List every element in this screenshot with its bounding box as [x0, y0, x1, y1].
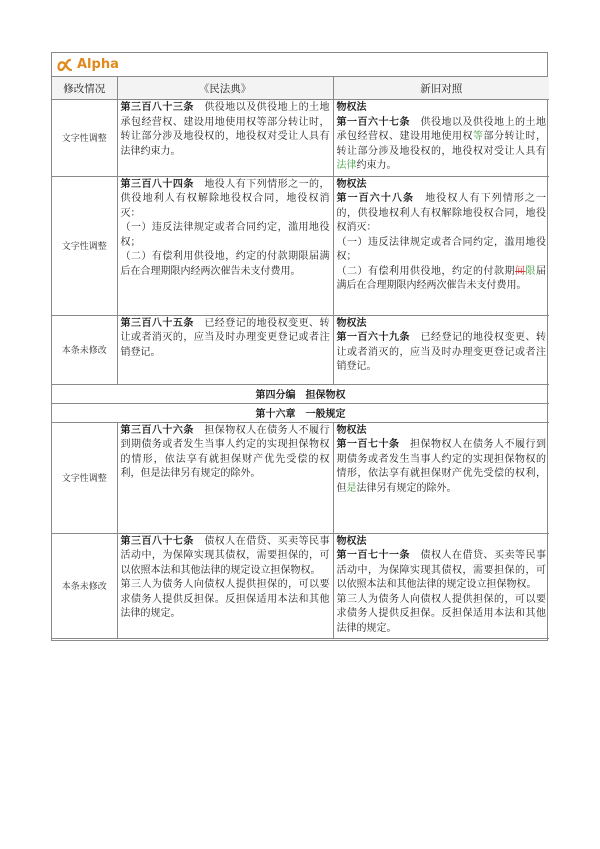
old-item: （一）违反法律规定或者合同约定，滥用地役权； — [336, 236, 546, 262]
brand-bar — [52, 53, 547, 77]
section-title: 第四分编 担保物权 — [52, 384, 549, 403]
article-number: 第三百八十三条 — [120, 102, 194, 113]
added-text: 是 — [346, 482, 357, 494]
code-cell — [117, 176, 333, 315]
old-text: 已经登记的地役权变更、转让或者消灭的，应当及时办理变更登记或者注销登记。 — [336, 332, 546, 372]
old-text: 地役权人有下列情形之一的，供役地权利人有权解除地役权合同，地役权消灭： — [336, 193, 547, 233]
added-text: 限 — [525, 265, 536, 277]
old-text: 约束力。 — [356, 160, 397, 171]
article-number: 第三百八十七条 — [120, 535, 194, 547]
comparison-table — [52, 77, 549, 639]
table-row — [52, 422, 549, 533]
comparison-document — [51, 52, 548, 641]
row-status: 文字性调整 — [52, 176, 117, 315]
added-text: 法律 — [336, 160, 357, 171]
old-text: 届满后在合理期限内经两次催告未支付费用。 — [336, 265, 546, 291]
header-status: 修改情况 — [52, 77, 117, 100]
chapter-row — [52, 403, 549, 422]
source-law: 物权法 — [336, 102, 367, 113]
source-law: 物权法 — [336, 424, 367, 436]
old-article-number: 第一百七十条 — [336, 439, 400, 450]
chapter-title: 第十六章 一般规定 — [52, 403, 549, 422]
code-cell — [117, 422, 333, 533]
header-code: 《民法典》 — [117, 77, 333, 100]
added-text: 等 — [473, 131, 484, 142]
old-article-number: 第一百六十七条 — [336, 116, 410, 128]
row-status: 文字性调整 — [52, 422, 117, 533]
article-number: 第三百八十六条 — [120, 424, 194, 436]
source-law: 物权法 — [336, 178, 367, 190]
source-law: 物权法 — [336, 317, 367, 329]
brand-name: Alpha — [77, 57, 119, 72]
compare-cell — [333, 533, 549, 639]
compare-cell — [333, 315, 549, 384]
compare-cell — [333, 422, 549, 533]
article-text: 已经登记的地役权变更、转让或者消灭的，应当及时办理变更登记或者注销登记。 — [120, 317, 330, 358]
old-paragraph: 第三人为债务人向债权人提供担保的，可以要求债务人提供反担保。反担保适用本法和其他法律的规定。 — [336, 593, 546, 634]
old-text: 供役地以及供役地上的土地承包经营权、建设用地使用权 — [336, 116, 546, 142]
table-row — [52, 533, 549, 639]
row-status: 文字性调整 — [52, 100, 117, 177]
old-text: 法律另有规定的除外。 — [356, 482, 457, 494]
article-paragraph: 第三人为债务人向债权人提供担保的，可以要求债务人提供反担保。反担保适用本法和其他法律的规定。 — [120, 579, 330, 619]
article-number: 第三百八十五条 — [120, 317, 194, 329]
alpha-logo-icon — [57, 58, 73, 72]
article-item: （二）有偿利用供役地，约定的付款期限届满后在合理期限内经两次催告未支付费用。 — [120, 251, 330, 277]
old-text: 部分转让时，转让部分涉及地役权的，地役权对受让人具有 — [336, 131, 546, 157]
code-cell — [117, 100, 333, 177]
article-text: 供役地以及供役地上的土地承包经营权、建设用地使用权等部分转让时，转让部分涉及地役权的，地役权对受让人具有法律约束力。 — [120, 102, 330, 157]
article-number: 第三百八十四条 — [120, 178, 194, 190]
table-header — [52, 77, 549, 100]
deleted-text: 间 — [515, 265, 526, 277]
code-cell — [117, 315, 333, 384]
article-item: （一）违反法律规定或者合同约定，滥用地役权； — [120, 222, 330, 248]
source-law: 物权法 — [336, 535, 367, 547]
row-status: 本条未修改 — [52, 533, 117, 639]
table-row — [52, 176, 549, 315]
article-text: 担保物权人在债务人不履行到期债务或者发生当事人约定的实现担保物权的情形，依法享有就担保财产优先受偿的权利，但是法律另有规定的除外。 — [120, 424, 330, 479]
brand-logo — [57, 57, 119, 72]
old-article-number: 第一百六十九条 — [336, 332, 410, 343]
article-text: 地役人有下列情形之一的，供役地利人有权解除地役权合同，地役权消灭： — [120, 178, 330, 219]
old-article-number: 第一百六十八条 — [336, 193, 415, 204]
code-cell — [117, 533, 333, 639]
old-text: 担保物权人在债务人不履行到期债务或者发生当事人约定的实现担保物权的情形，依法享有就担保财产优先受偿的权利，但 — [336, 439, 546, 494]
table-row — [52, 100, 549, 177]
row-status: 本条未修改 — [52, 315, 117, 384]
old-text: （二）有偿利用供役地，约定的付款期 — [336, 265, 515, 277]
old-article-number: 第一百七十一条 — [336, 550, 410, 561]
article-text: 债权人在借贷、买卖等民事活动中，为保障实现其债权，需要担保的，可以依照本法和其他法律的规定设立担保物权。 — [120, 535, 330, 576]
section-row — [52, 384, 549, 403]
compare-cell — [333, 176, 549, 315]
compare-cell — [333, 100, 549, 177]
table-row — [52, 315, 549, 384]
header-compare: 新旧对照 — [333, 77, 549, 100]
old-text: 债权人在借贷、买卖等民事活动中，为保障实现其债权，需要担保的，可以依照本法和其他法律的规定设立担保物权。 — [336, 550, 546, 590]
